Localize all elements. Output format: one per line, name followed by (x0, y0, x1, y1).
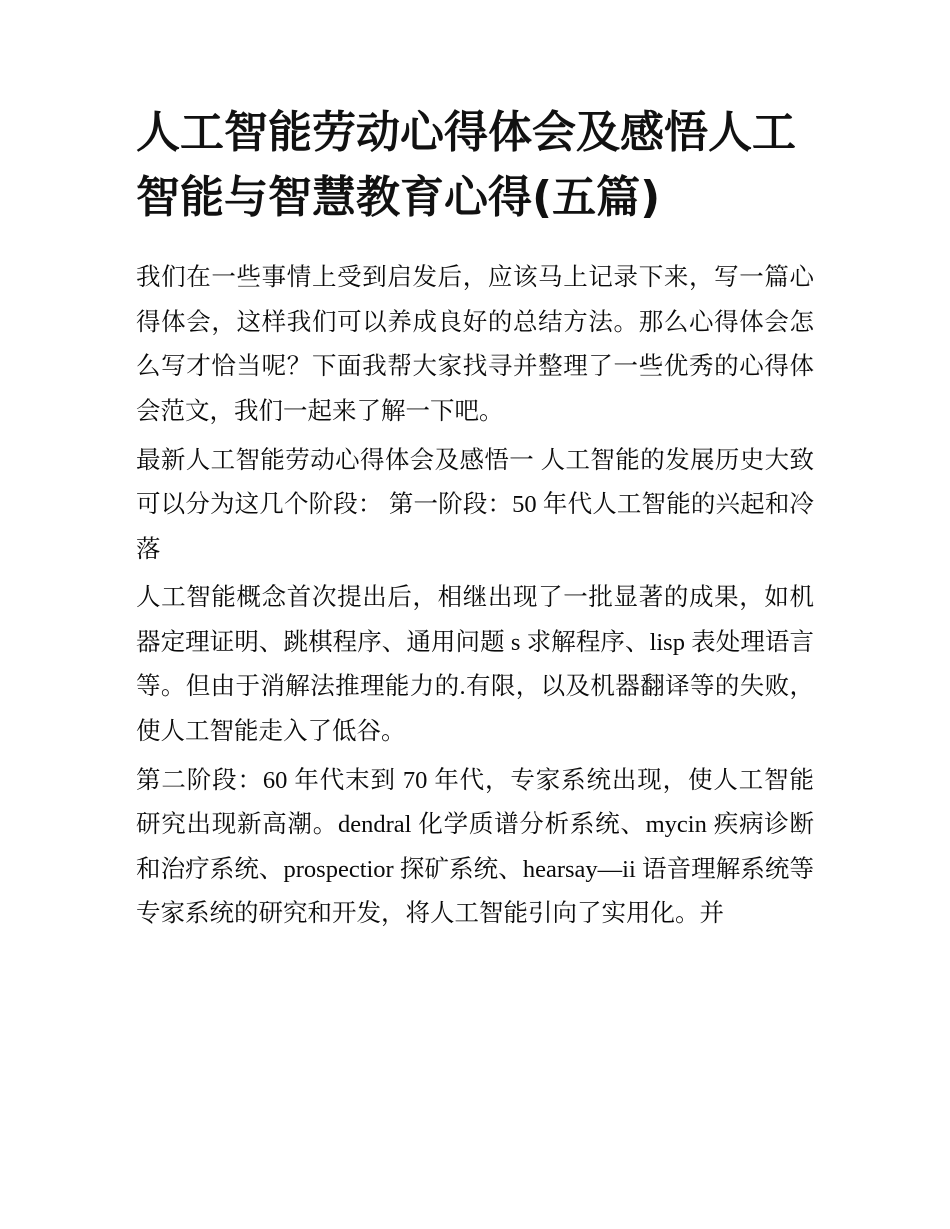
page-title: 人工智能劳动心得体会及感悟人工智能与智慧教育心得(五篇) (136, 107, 796, 224)
paragraph-2: 最新人工智能劳动心得体会及感悟一 人工智能的发展历史大致可以分为这几个阶段： 第一阶段：50 年代人工智能的兴起和冷落 (136, 446, 814, 563)
paragraph-1: 我们在一些事情上受到启发后，应该马上记录下来，写一篇心得体会，这样我们可以养成良好的总结方法。那么心得体会怎么写才恰当呢？下面我帮大家找寻并整理了一些优秀的心得体会范文，我们一起来了解一下吧。 (136, 264, 814, 425)
paragraph-3: 人工智能概念首次提出后，相继出现了一批显著的成果，如机器定理证明、跳棋程序、通用问题 s 求解程序、lisp 表处理语言等。但由于消解法推理能力的.有限，以及机器翻译等的失败，使人工智能走入了低谷。 (136, 584, 814, 745)
paragraph-4: 第二阶段：60 年代末到 70 年代，专家系统出现，使人工智能研究出现新高潮。dendral 化学质谱分析系统、mycin 疾病诊断和治疗系统、prospectior 探矿系统、hearsay—ii 语音理解系统等专家系统的研究和开发，将人工智能引向了实用化。并 (136, 766, 814, 928)
